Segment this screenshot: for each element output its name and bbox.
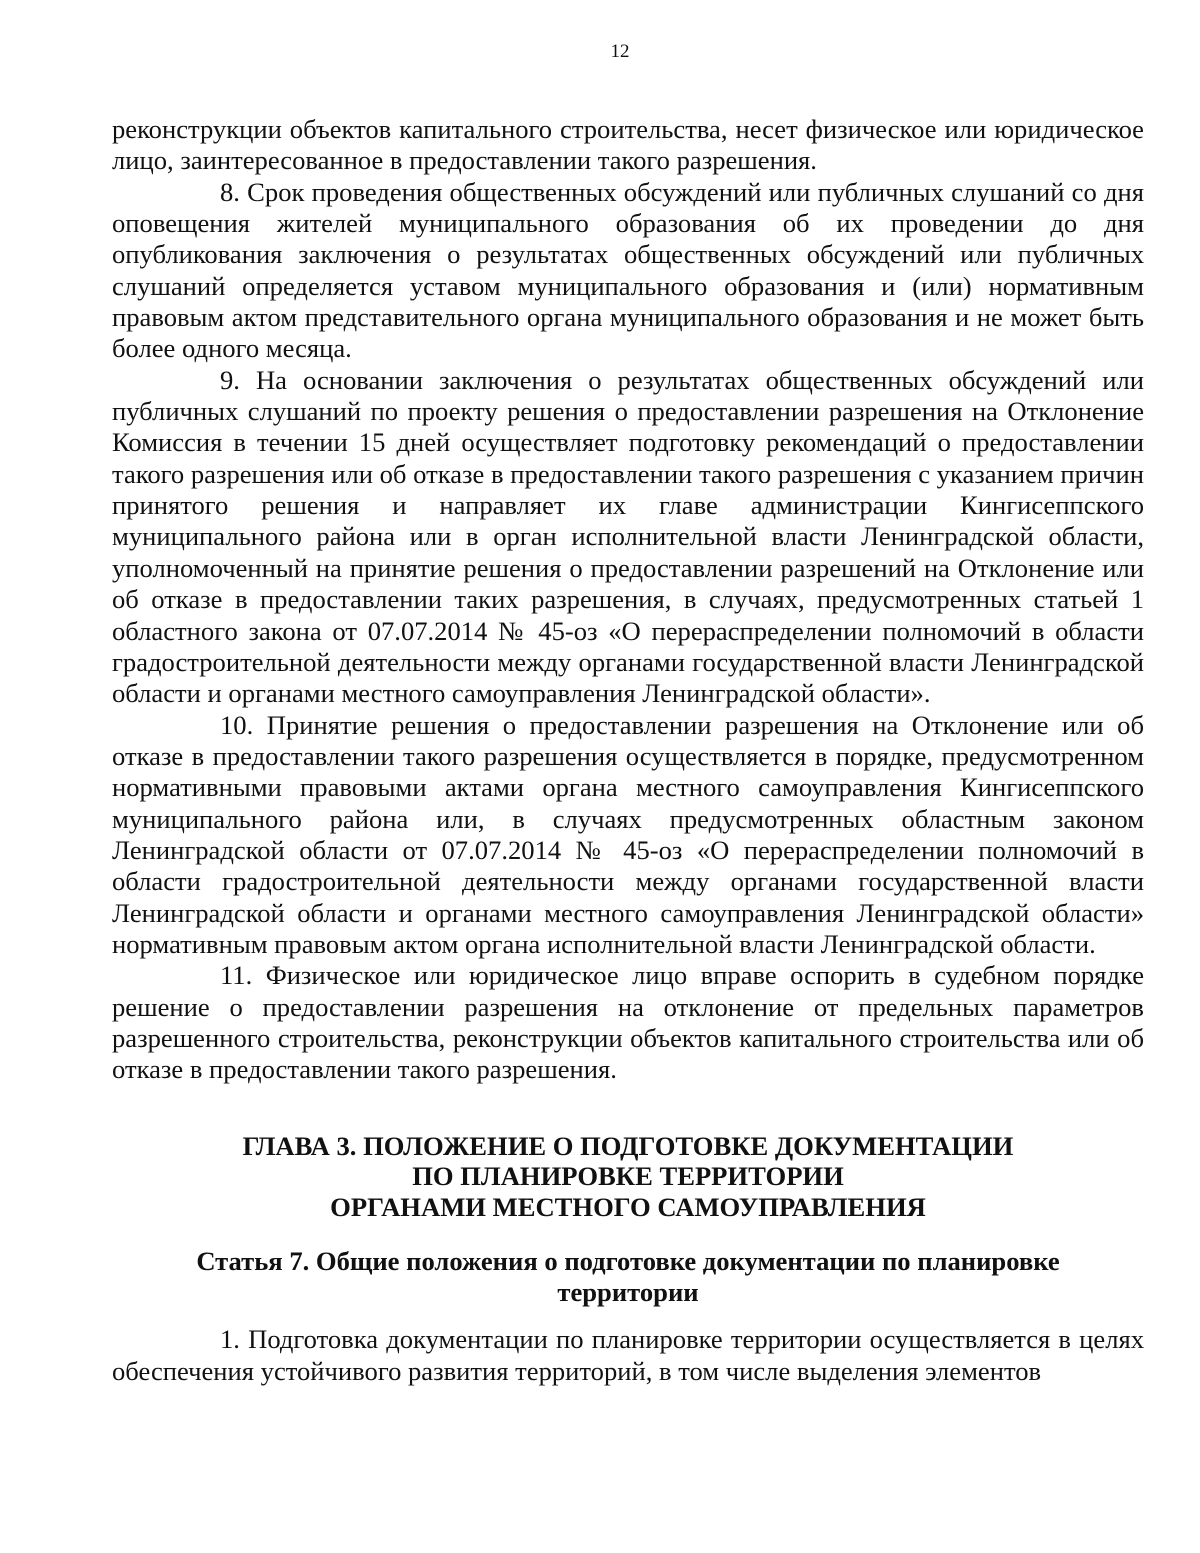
paragraph-item-9: 9. На основании заключения о результатах общественных обсуждений или публичных слушаний по проекту решения о предоставлении разрешения на Отклонение Комиссия в течении 15 дней осуществляет подготовку рекомендаций о предоставлении такого разрешения или об отказе в предоставлении такого разрешения с указанием причин принятого решения и направляет их главе администрации Кингисеппского муниципального района или в орган исполнительной власти Ленинградской области, уполномоченный на принятие решения о предоставлении разрешений на Отклонение или об отказе в предоставлении таких разрешения, в случаях, предусмотренных статьей 1 областного закона от 07.07.2014 № 45-оз «О перераспределении полномочий в области градостроительной деятельности между органами государственной власти Ленинградской области и органами местного самоуправления Ленинградской области».	[112, 364, 1144, 709]
page-number: 12	[610, 41, 630, 62]
chapter-heading	[112, 1131, 1144, 1223]
paragraph-article-item-1: 1. Подготовка документации по планировке территории осуществляется в целях обеспечения устойчивого развития территорий, в том числе выделения элементов	[112, 1324, 1144, 1386]
paragraph-item-10: 10. Принятие решения о предоставлении разрешения на Отклонение или об отказе в предоставлении такого разрешения осуществляется в порядке, предусмотренном нормативными правовыми актами органа местного самоуправления Кингисеппского муниципального района или, в случаях предусмотренных областным законом Ленинградской области от 07.07.2014 № 45-оз «О перераспределении полномочий в области градостроительной деятельности между органами государственной власти Ленинградской области и органами местного самоуправления Ленинградской области» нормативным правовым актом органа исполнительной власти Ленинградской области.	[112, 709, 1144, 959]
paragraph-item-11: 11. Физическое или юридическое лицо вправе оспорить в судебном порядке решение о предоставлении разрешения на отклонение от предельных параметров разрешенного строительства, реконструкции объектов капитального строительства или об отказе в предоставлении такого разрешения.	[112, 960, 1144, 1085]
article-heading-line: Статья 7. Общие положения о подготовке документации по планировке	[196, 1246, 1060, 1277]
document-body	[112, 114, 1144, 1387]
article-heading-line: территории	[557, 1277, 699, 1308]
chapter-heading-line: ГЛАВА 3. ПОЛОЖЕНИЕ О ПОДГОТОВКЕ ДОКУМЕНТАЦИИ	[242, 1130, 1014, 1161]
chapter-heading-line: ПО ПЛАНИРОВКЕ ТЕРРИТОРИИ	[412, 1161, 844, 1192]
paragraph-continuation: реконструкции объектов капитального строительства, несет физическое или юридическое лицо, заинтересованное в предоставлении такого разрешения.	[112, 114, 1144, 176]
article-heading	[112, 1246, 1144, 1308]
chapter-heading-line: ОРГАНАМИ МЕСТНОГО САМОУПРАВЛЕНИЯ	[330, 1191, 926, 1222]
paragraph-item-8: 8. Срок проведения общественных обсуждений или публичных слушаний со дня оповещения жителей муниципального образования об их проведении до дня опубликования заключения о результатах общественных обсуждений или публичных слушаний определяется уставом муниципального образования и (или) нормативным правовым актом представительного органа муниципального образования и не может быть более одного месяца.	[112, 176, 1144, 364]
